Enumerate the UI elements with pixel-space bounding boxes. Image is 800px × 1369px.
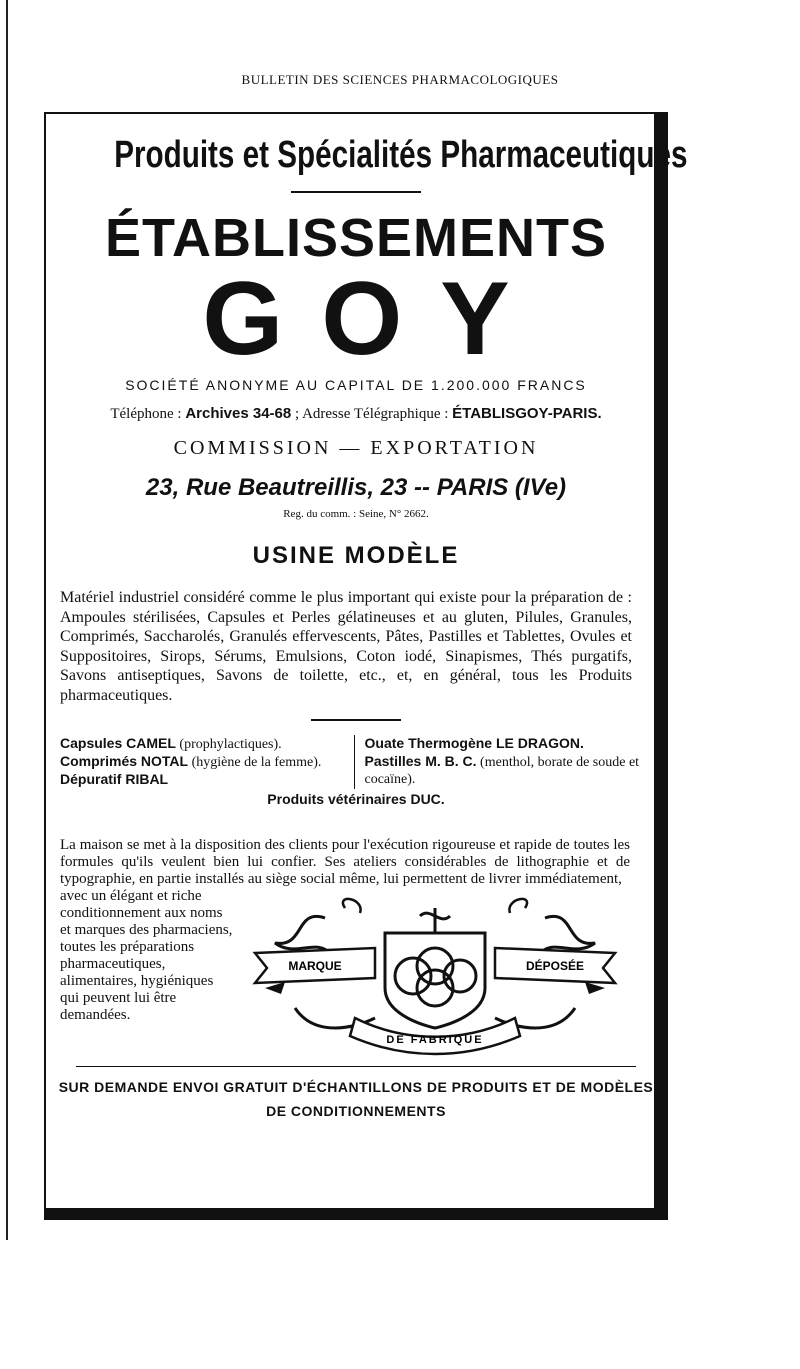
ribbon-left-text: MARQUE xyxy=(288,959,342,973)
running-head: BULLETIN DES SCIENCES PHARMACOLOGIQUES xyxy=(241,72,559,87)
telegraph-label: ; Adresse Télégraphique : xyxy=(294,406,449,422)
product-item: Comprimés NOTAL (hygiène de la femme). xyxy=(60,753,322,770)
veterinary-products: Produits vétérinaires DUC. xyxy=(267,791,445,807)
service-paragraph: La maison se met à la disposition des clients pour l'exécution rigoureuse et rapide de toutes les formules qu'ils veulent bien lui confier. Ses ateliers considérables de lithographie et de typographie, en partie installés au siège social même, lui permettent de livrer immédiatement, xyxy=(60,837,630,887)
lower-section xyxy=(60,888,630,1058)
products-left-column xyxy=(60,735,355,789)
capital-line: SOCIÉTÉ ANONYME AU CAPITAL DE 1.200.000 FRANCS xyxy=(125,377,587,393)
products-list xyxy=(60,735,650,789)
footer-line: DE CONDITIONNEMENTS xyxy=(266,1103,446,1119)
product-item: Dépuratif RIBAL xyxy=(60,771,169,787)
product-item: Ouate Thermogène LE DRAGON. xyxy=(364,735,584,751)
contact-line xyxy=(46,405,666,423)
product-item: Capsules CAMEL (prophylactiques). xyxy=(60,735,282,752)
factory-heading: USINE MODÈLE xyxy=(252,542,460,569)
address-line: 23, Rue Beautreillis, 23 -- PARIS (IVe) xyxy=(145,474,567,501)
company-line: ÉTABLISSEMENTS xyxy=(104,208,608,268)
telephone-value: Archives 34-68 xyxy=(185,405,292,422)
ad-headline: Produits et Spécialités Pharmaceutiques xyxy=(114,134,688,176)
product-item: Pastilles M. B. C. (menthol, borate de soude et cocaïne). xyxy=(364,753,640,787)
page-edge-line xyxy=(6,0,8,1240)
telegraph-value: ÉTABLISGOY-PARIS. xyxy=(452,405,602,422)
trademark-emblem xyxy=(235,888,630,1058)
footer-rule xyxy=(76,1066,636,1067)
products-right-column xyxy=(355,735,651,789)
divider-rule xyxy=(291,191,421,193)
commission-line: COMMISSION — EXPORTATION xyxy=(173,437,539,459)
footer-notice xyxy=(46,1075,666,1123)
telephone-label: Téléphone : xyxy=(110,406,182,422)
company-name: GOY xyxy=(202,261,548,377)
divider-rule xyxy=(311,719,401,721)
packaging-paragraph: avec un élégant et riche conditionnement aux noms et marques des pharmaciens, toutes les préparations pharmaceutiques, alimentaires, hygiéniques qui peuvent lui être demandées. xyxy=(60,888,233,1023)
equipment-paragraph: Matériel industriel considéré comme le plus important qui existe pour la préparation de : Ampoules stérilisées, Capsules et Perles gélatineuses et au gluten, Pilules, Granules, Comprimés, Saccharolés, Granulés effervescents, Pâtes, Pastilles et Tablettes, Ovules et Suppositoires, Sirops, Sérums, Emulsions, Coton iodé, Sinapismes, Thés purgatifs, Savons antiseptiques, Savons de toilette, etc., et, en général, tous les Produits pharmaceutiques. xyxy=(60,589,632,704)
footer-line: SUR DEMANDE ENVOI GRATUIT D'ÉCHANTILLONS DE PRODUITS ET DE MODÈLES xyxy=(58,1079,654,1095)
ribbon-bottom-text: DE FABRIQUE xyxy=(386,1034,484,1046)
trademark-emblem-graphic xyxy=(235,888,635,1058)
ribbon-right-text: DÉPOSÉE xyxy=(525,959,585,973)
advertisement-content xyxy=(46,118,688,1123)
registration-line: Reg. du comm. : Seine, N° 2662. xyxy=(283,508,429,520)
